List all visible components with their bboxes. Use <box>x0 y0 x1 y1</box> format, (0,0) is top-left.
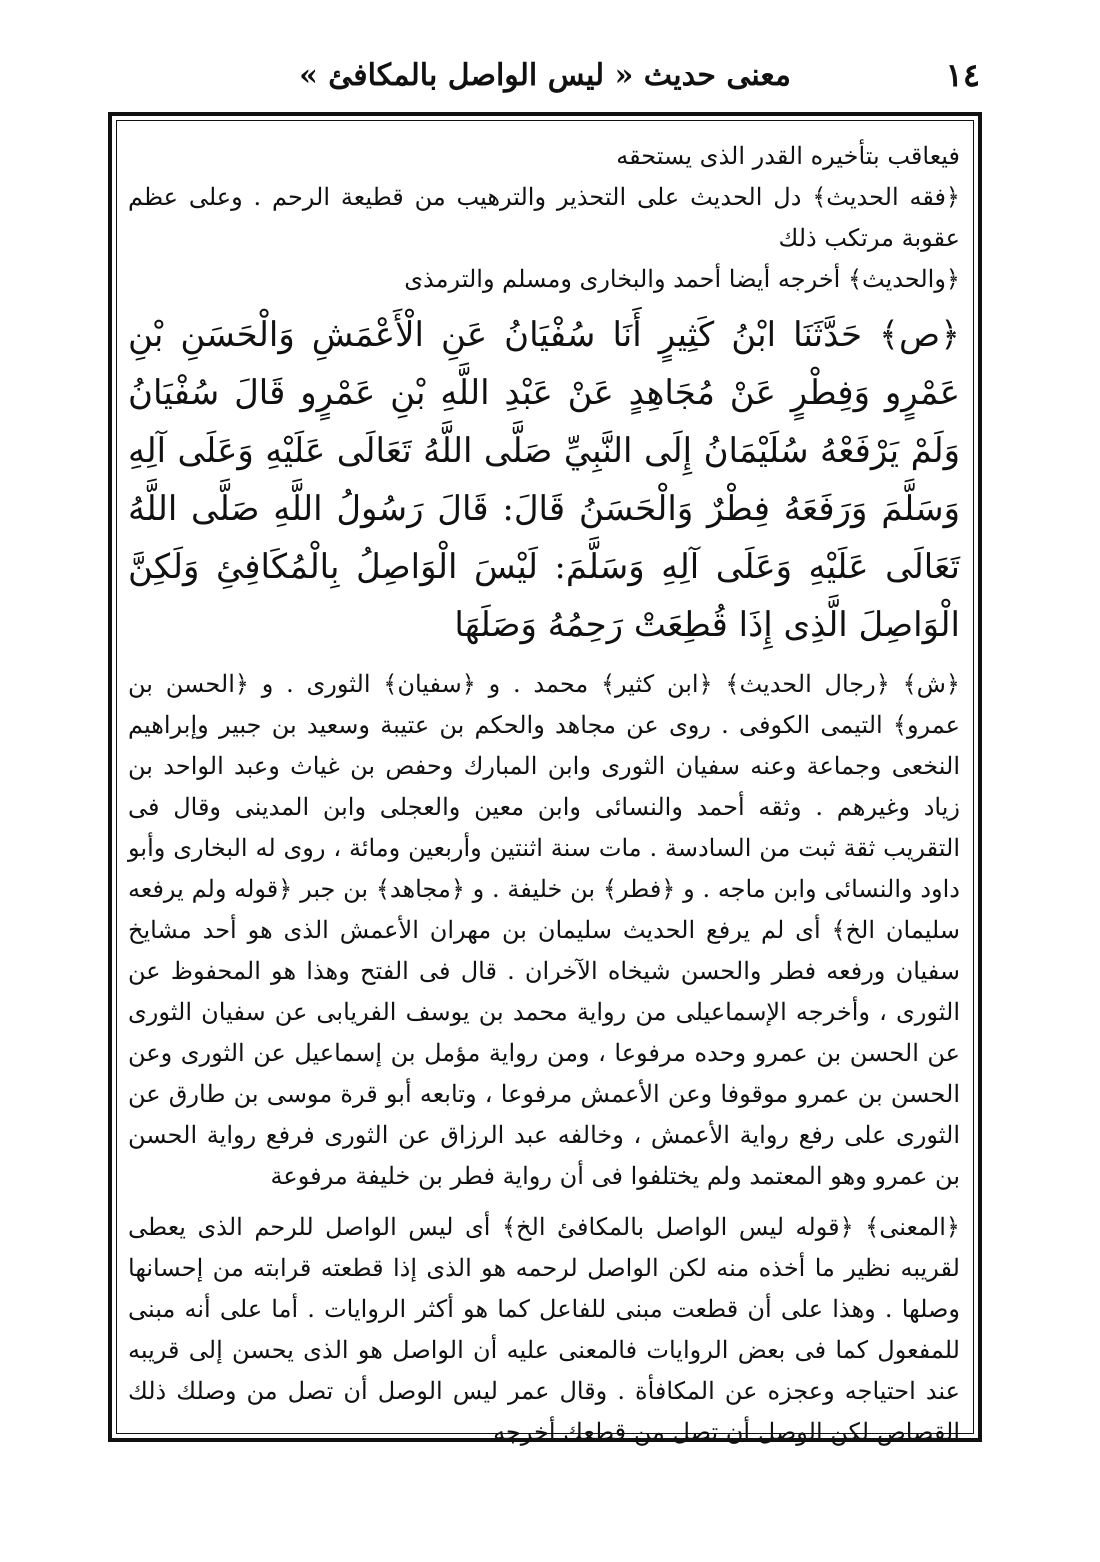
page-header <box>110 52 980 100</box>
paragraph-takhrij: ﴿والحديث﴾ أخرجه أيضا أحمد والبخارى ومسلم والترمذى <box>404 265 960 293</box>
paragraph-al-maana: ﴿المعنى﴾ ﴿قوله ليس الواصل بالمكافئ الخ﴾ أى ليس الواصل للرحم الذى يعطى لقريبه نظير ما أخذه منه لكن الواصل لرحمه هو الذى إذا قطعته قرابته من إحسانها وصلها . وهذا على أن قطعت مبنى للفاعل كما هو أكثر الروايات . أما على أنه مبنى للمفعول كما فى بعض الروايات فالمعنى عليه أن الواصل هو الذى يحسن إلى قريبه عند احتياجه وعجزه عن المكافأة . وقال عمر ليس الوصل أن تصل من وصلك ذلك القصاص لكن الوصل أن تصل من قطعك أخرجه <box>128 1213 960 1446</box>
paragraph-fiqh-al-hadith: ﴿فقه الحديث﴾ دل الحديث على التحذير والترهيب من قطيعة الرحم . وعلى عظم عقوبة مرتكب ذلك <box>128 183 960 252</box>
running-title: معنى حديث « ليس الواصل بالمكافئ » <box>299 58 791 93</box>
page-body <box>128 136 960 1446</box>
paragraph-rijal-al-hadith: ﴿ش﴾ ﴿رجال الحديث﴾ ﴿ابن كثير﴾ محمد . و ﴿سفيان﴾ الثورى . و ﴿الحسن بن عمرو﴾ التيمى الكوفى . روى عن مجاهد والحكم بن عتيبة وسعيد بن جبير وإبراهيم النخعى وجماعة وعنه سفيان الثورى وابن المبارك وحفص بن غياث وعبد الواحد بن زياد وغيرهم . وثقه أحمد والنسائى وابن معين والعجلى وابن المدينى وقال فى التقريب ثقة ثبت من السادسة . مات سنة اثنتين وأربعين ومائة ، روى له البخارى وأبو داود والنسائى وابن ماجه . و ﴿فطر﴾ بن خليفة . و ﴿مجاهد﴾ بن جبر ﴿قوله ولم يرفعه سليمان الخ﴾ أى لم يرفع الحديث سليمان بن مهران الأعمش الذى هو أحد مشايخ سفيان ورفعه فطر والحسن شيخاه الآخران . قال فى الفتح وهذا هو المحفوظ عن الثورى ، وأخرجه الإسماعيلى من رواية محمد بن يوسف الفريابى عن سفيان الثورى عن الحسن بن عمرو وحده مرفوعا ، ومن رواية مؤمل بن إسماعيل عن الثورى وعن الحسن بن عمرو موقوفا وعن الأعمش مرفوعا ، وتابعه أبو قرة موسى بن طارق عن الثورى على رفع رواية الأعمش ، وخالفه عبد الرزاق عن الثورى فرفع رواية الحسن بن عمرو وهو المعتمد ولم يختلفوا فى أن رواية فطر بن خليفة مرفوعة <box>128 670 960 1190</box>
page-number: ١٤ <box>945 56 980 94</box>
hadith-text: ﴿ص﴾ حَدَّثَنَا ابْنُ كَثِيرٍ أَنَا سُفْيَانُ عَنِ الْأَعْمَشِ وَالْحَسَنِ بْنِ عَمْرٍو وَفِطْرٍ عَنْ مُجَاهِدٍ عَنْ عَبْدِ اللَّهِ بْنِ عَمْرٍو قَالَ سُفْيَانُ وَلَمْ يَرْفَعْهُ سُلَيْمَانُ إِلَى النَّبِيِّ صَلَّى اللَّهُ تَعَالَى عَلَيْهِ وَعَلَى آلِهِ وَسَلَّمَ وَرَفَعَهُ فِطْرٌ وَالْحَسَنُ قَالَ: قَالَ رَسُولُ اللَّهِ صَلَّى اللَّهُ تَعَالَى عَلَيْهِ وَعَلَى آلِهِ وَسَلَّمَ: لَيْسَ الْوَاصِلُ بِالْمُكَافِئِ وَلَكِنَّ الْوَاصِلَ الَّذِى إِذَا قُطِعَتْ رَحِمُهُ وَصَلَهَا <box>128 315 960 645</box>
paragraph-continuation: فيعاقب بتأخيره القدر الذى يستحقه <box>616 142 960 170</box>
